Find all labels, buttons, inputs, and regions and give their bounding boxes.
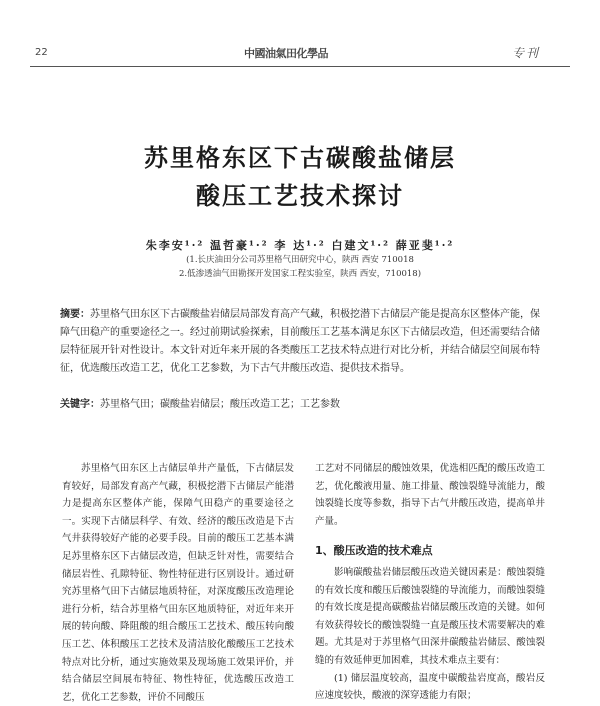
- section-heading: 1、酸压改造的技术难点: [315, 544, 433, 558]
- section-label: 专刊: [512, 46, 541, 60]
- affiliation-2: 2.低渗透油气田勘探开发国家工程实验室，陕西 西安，710018): [178, 269, 422, 279]
- page-number: 22: [35, 47, 48, 58]
- body-left-column: 苏里格气田东区上古储层单井产量低，下古储层发育较好，局部发育高产气藏，积极挖潜下古储层产能潜力是提高东区整体产能，保障气田稳产的重要途径之一。实现下古储层科学、有效、经济的酸压改造是下古气井获得较好产能的必要手段。目前的酸压工艺基本满足苏里格东区下古储层改造，但缺乏针对性，需要结合储层岩性、孔隙特征、物性特征进行区别设计。通过研究苏里格气田下古储层地质特征，对深度酸压改造理论进行分析，结合苏里格气田东区地质特征，对近年来开展的转向酸、降阻酸的组合酸压工艺技术、酸压转向酸压工艺、体积酸压工艺技术及清洁胶化酸酸压工艺技术特点对比分析，通过实施效果及现场施工效果评价，并结合储层空间展布特征、物性特征，优选酸压改造工艺，优化工艺参数，评价不同酸压: [62, 463, 294, 703]
- journal-name: 中國油氣田化學品: [244, 47, 328, 60]
- right-intro-paragraph: 工艺对不同储层的酸蚀效果，优选相匹配的酸压改造工艺，优化酸液用量、施工排量、酸蚀裂缝导流能力，酸蚀裂缝长度等参数，指导下古气井酸压改造，提高单井产量。: [315, 463, 545, 527]
- abstract-label: 摘要：: [60, 309, 90, 320]
- keywords-text: 苏里格气田；碳酸盐岩储层；酸压改造工艺；工艺参数: [100, 399, 340, 410]
- keywords: [60, 396, 540, 414]
- keywords-label: 关键字：: [60, 399, 100, 410]
- body-right-column: [315, 460, 545, 705]
- abstract-text: 苏里格气田东区下古碳酸盐岩储层局部发育高产气藏，积极挖潜下古储层产能是提高东区整体产能，保障气田稳产的重要途径之一。经过前期试验探索，目前酸压工艺基本满足东区下古储层改造，但还需要结合储层特征展开针对性设计。本文针对近年来开展的各类酸压工艺技术特点进行对比分析，并结合储层空间展布特征，优选酸压改造工艺，优化工艺参数，为下古气井酸压改造、提供技术指导。: [60, 309, 540, 374]
- title-line-2: 酸压工艺技术探讨: [196, 182, 404, 210]
- header-rule: [30, 66, 570, 67]
- affiliation-1: (1.长庆油田分公司苏里格气田研究中心，陕西 西安 710018: [186, 255, 414, 265]
- section-paragraph: 影响碳酸盐岩储层酸压改造关键因素是：酸蚀裂缝的有效长度和酸压后酸蚀裂缝的导流能力，而酸蚀裂缝的有效长度是提高碳酸盐岩储层酸压改造的关键。如何有效获得较长的酸蚀裂缝一直是酸压技术需要解决的难题。尤其是对于苏里格气田深井碳酸盐岩储层、酸蚀裂缝的有效延伸更加困难，其技术难点主要有：: [315, 566, 545, 666]
- list-item-1: (1) 储层温度较高，温度中碳酸盐岩度高，酸岩反应速度较快，酸液的深穿透能力有限；: [315, 672, 545, 702]
- title-line-1: 苏里格东区下古碳酸盐储层: [144, 144, 456, 172]
- abstract: [60, 306, 540, 378]
- authors: 朱李安¹·² 温哲豪¹·² 李 达¹·² 白建文¹·² 薛亚斐¹·²: [145, 239, 455, 252]
